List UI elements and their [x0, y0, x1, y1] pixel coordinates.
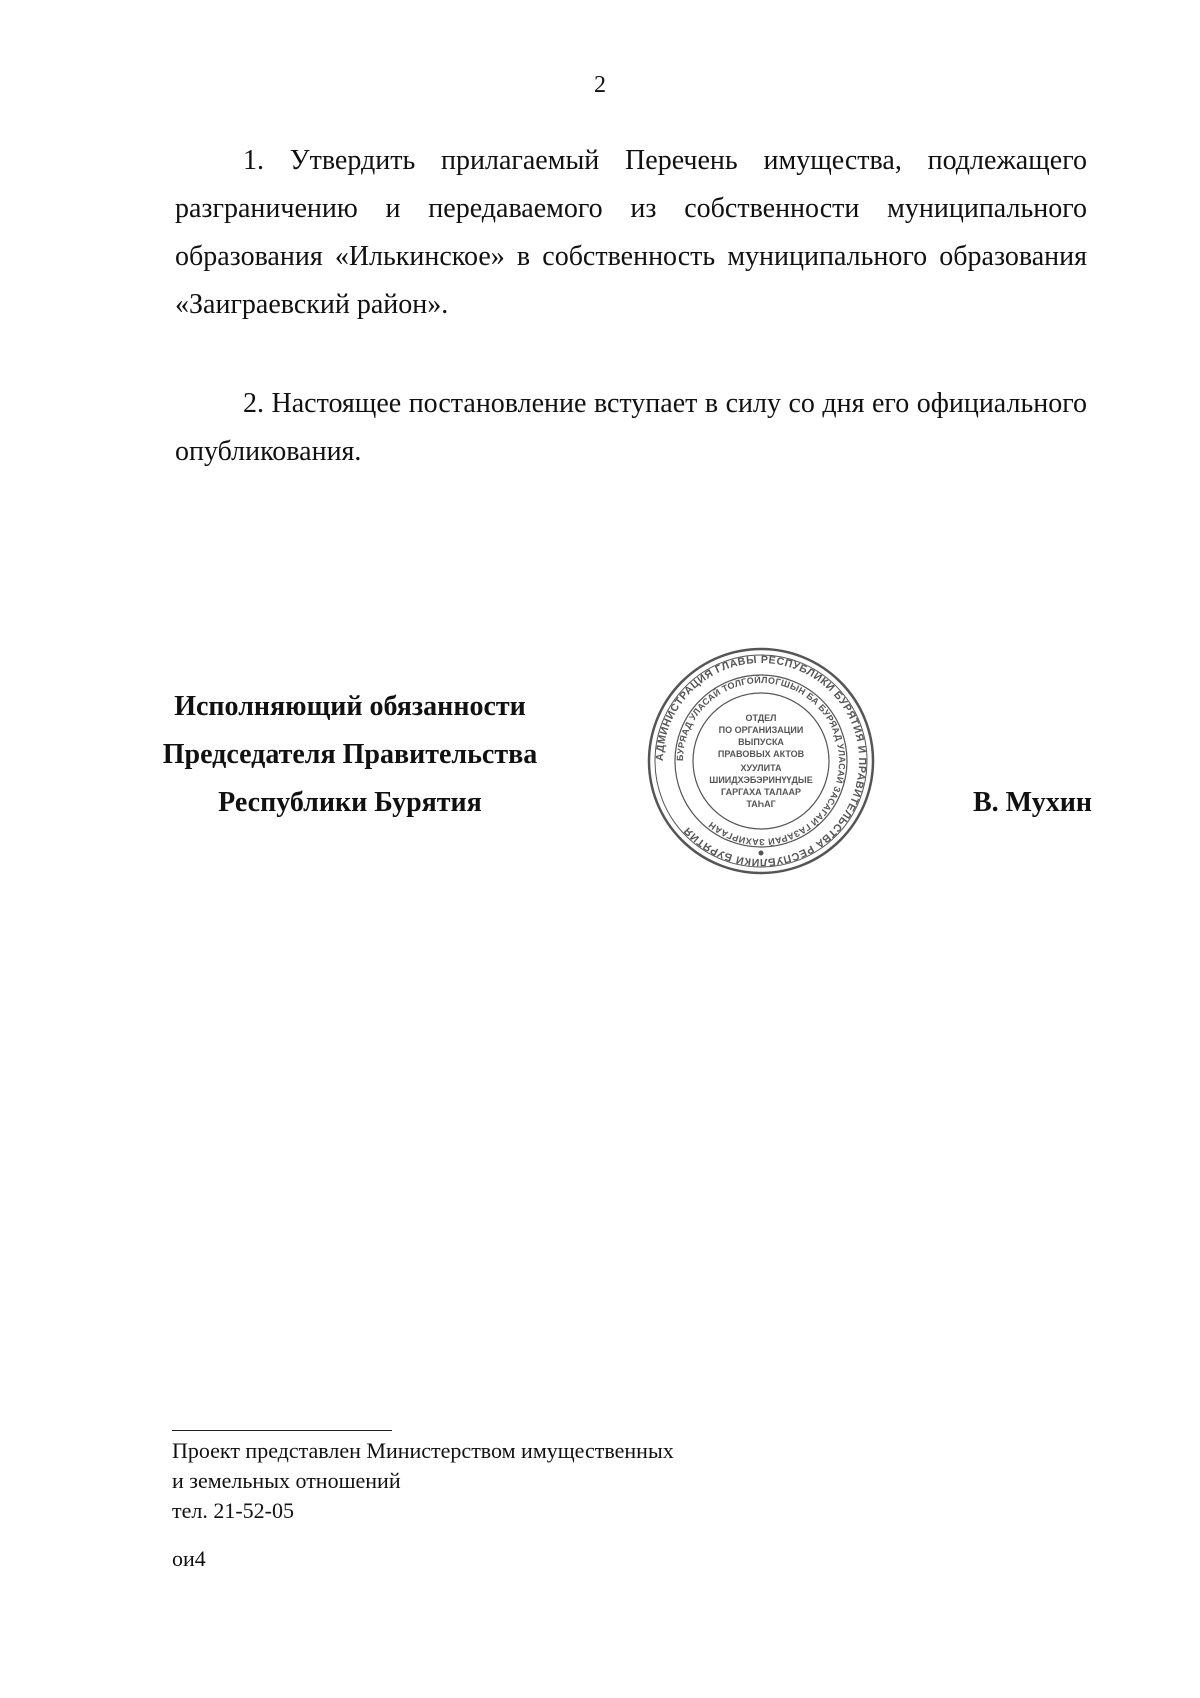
seal-outer-ring-text: АДМИНИСТРАЦИЯ ГЛАВЫ РЕСПУБЛИКИ БУРЯТИЯ И ПРАВИТЕЛЬСТВА РЕСПУБЛИКИ БУРЯТИЯ [653, 653, 869, 869]
seal-center-line: ШИИДХЭБЭРИНҮҮДЫЕ [709, 775, 813, 785]
seal-center-line: ПО ОРГАНИЗАЦИИ [718, 725, 804, 735]
signature-position-line: Республики Бурятия [218, 787, 482, 818]
footnote [172, 1436, 674, 1526]
seal-inner-ring-text: БУРЯАД УЛАСАЙ ТОЛГОЙЛОГШЫН БА БУРЯАД УЛАСАЙ ЗАСАГАЙ ГАЗАРАЙ ЗАХИРГААН [674, 674, 848, 848]
seal-dot-icon [759, 851, 764, 856]
footnote-line: тел. 21-52-05 [172, 1498, 295, 1523]
seal-center-line: ПРАВОВЫХ АКТОВ [717, 749, 805, 759]
signature-position-line: Председателя Правительства [162, 739, 538, 770]
paragraph-effective-date: 2. Настоящее постановление вступает в силу со дня его официального опубликования. [175, 388, 1087, 467]
svg-text:АДМИНИСТРАЦИЯ ГЛАВЫ РЕСПУБЛИКИ [654, 654, 868, 868]
seal-center-line: ГАРГАХА ТАЛААР [721, 787, 801, 797]
page-number: 2 [594, 72, 606, 98]
seal-center-line: ТАҺАГ [746, 799, 776, 809]
official-seal [645, 645, 877, 877]
footnote-divider [172, 1430, 392, 1431]
document-code: ои4 [172, 1546, 206, 1571]
signer-name: В. Мухин [973, 787, 1092, 818]
seal-center-line: ХУУЛИТА [740, 763, 782, 773]
footnote-line: и земельных отношений [172, 1468, 401, 1493]
signature-position-line: Исполняющий обязанности [174, 691, 526, 722]
signature-position [150, 683, 550, 827]
seal-center-line: ОТДЕЛ [745, 713, 777, 723]
paragraph-approve-list: 1. Утвердить прилагаемый Перечень имущества, подлежащего разграничению и передаваемого из собственности муниципального образования «Илькинское» в собственность муниципального образования «Заиграевский район». [175, 145, 1087, 320]
seal-center-line: ВЫПУСКА [738, 737, 784, 747]
footnote-line: Проект представлен Министерством имущественных [172, 1438, 674, 1463]
